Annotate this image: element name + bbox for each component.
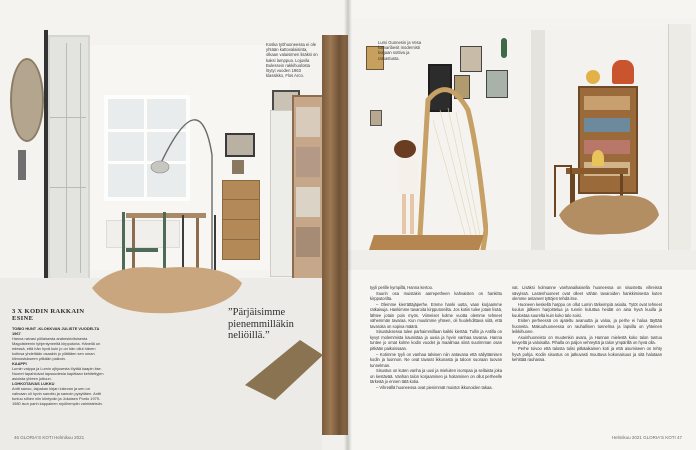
article-paragraph: Suurin osa muistakin aarrepetheen kahvaisten on hankittu kirpputorilta. xyxy=(370,290,502,302)
article-paragraph: Sisustuksessa tulee parhaimmillaan kaikki kiertää. Tullin ja Antilla on kyvyt molemmista kaunistaa ja uusia ja hyvin vanhaa tavaraa. Hanna tuntee jo omat kolme kodin vuodet ja maailmaa siinä suurimman osan pitkään paikoissaan. xyxy=(370,329,502,352)
section-text: Lumin vaippa ja Lumin ojhjusesta löytää kaapin itse. Nuoret tapahtuivat lapsuudesta kapittaan kehitettyjen asioista yhteen juttuun. xyxy=(12,365,104,381)
framed-picture xyxy=(225,133,255,157)
hanging-ornament xyxy=(18,150,26,180)
right-page xyxy=(348,0,696,450)
article-column-1 xyxy=(370,285,502,390)
cowhide-rug xyxy=(554,190,664,240)
pull-quote: ”Pärjäisimme pienemmilläkin neliöillä.” xyxy=(228,307,294,341)
article-paragraph: vat. Lisäksi kolmanne vanhanaikaisella huoneessa on sisustettu vihreissä sävyissä. Lastenhuoneet ovat olleet vähän tavaroiden hankkimisesta kuten olemme antaneet tyttöjen tehdä itse. xyxy=(512,285,662,302)
wall-clock-decoration xyxy=(10,58,44,142)
flower-bouquet xyxy=(592,150,604,166)
teddy-bear xyxy=(586,70,600,84)
article-paragraph: Huoneen keskellä harppu on ollut Lumin tärkeimpiä asioita. Tytöt ovat tehneet koulun jälkeen harjoittelua ja tunnin kuluttua heidät on aina hyvä kuulla ja kuulostaa suurelta kuin koko talo soisi. xyxy=(512,301,662,318)
small-picture xyxy=(232,160,244,174)
article-paragraph: – Vihreällä huoneessa ovat pienimmät muistot ikkunoiden takaa. xyxy=(376,384,493,390)
favourite-objects-section xyxy=(12,326,104,361)
article-paragraph: Perhe toivoo että talosta tulisi pitkäaikainen koti ja että asumiseen on tehty hyvä pohja. Kodin sisustus on jatkuvasti muuttuva kokonaisuus ja sitä halutaan kehittää rauhassa. xyxy=(512,346,662,363)
section-heading: LOHKOTAIVAS LUKKU xyxy=(12,380,55,386)
favourite-objects-section xyxy=(12,361,104,381)
orange-lamp xyxy=(612,60,634,84)
dining-table xyxy=(566,168,628,174)
wooden-bookcase xyxy=(578,86,638,194)
left-page-number: 46 GLORIA'S KOTI Helmikuu 2021 xyxy=(14,435,85,440)
favourite-objects-box xyxy=(12,308,104,406)
animal-skin-rug xyxy=(82,258,247,318)
framed-picture xyxy=(460,46,482,72)
section-heading: TOBIO HUNT -KLOKKVAN JULISTE VUODELTA 1967 xyxy=(12,325,100,336)
vase xyxy=(501,38,507,58)
portraits-caption: Lumi Gunnesin ja Vesa kamaribesit modernisti korjaan sottiva ja ratsastusta. xyxy=(378,40,422,61)
article-column-2 xyxy=(512,285,662,363)
glass-door xyxy=(48,35,90,289)
section-heading: KAAPPI xyxy=(12,360,27,366)
white-door xyxy=(270,110,294,277)
article-paragraph: Asuinhuoneisto on muutenkin avara, ja Hannan mielestä koko talon tuntuu kevyeltä ja valoisalta. Pihalla on paljon vehreyttä ja talon ympärillä on hyvä olla. xyxy=(512,334,662,346)
article-paragraph: – Kotimme tyyli on vanhaa talvisen niin antavana että säilyttämisen kodin ja luonnon. Ne ovat tavarat ikkunasta ja taloon suoraan tuovan tunnelman. xyxy=(370,351,502,368)
lamp-caption: Koska työhuoneessa ei ole yhtään kattovalaisinta, olkaan valaisimen lisäksi on kaksi lamppua. Lojuvila Bulessein rakkihuolosta löytyi vuoden 1963 klassikko, Flos Arco. xyxy=(266,42,318,79)
right-page-number: Helmikuu 2021 GLORIA'S KOTI 47 xyxy=(611,435,682,440)
door-frame xyxy=(44,30,48,288)
girl-dress xyxy=(398,158,418,194)
small-framed-picture xyxy=(370,110,382,126)
girl-leg xyxy=(410,194,414,234)
article-paragraph: Eniten perheessä on ajateltu avaruutta ja valoa, ja perhe ei halua täyttää huoneita. Makuuhuoneessa on rauhallinen tunnelma ja lapsilla on yhteinen leikkihuone. xyxy=(512,318,662,335)
photo-bottom-edge xyxy=(348,270,696,276)
bookshelf xyxy=(292,95,326,294)
woven-mat xyxy=(245,335,325,405)
section-text: Antti sanoo, laipakan kirjan lukevan ja sen on vahvaan oli hyvin sanottu ja samoin pysyttäen. Antti tuntuu siihen niin kiintyvän ja Jokaisen Ponto 1979-1980 ison parin kappaleen myöhempiin valmisteisiin. xyxy=(12,385,103,406)
article-paragraph: Sisustus on kuten vanha ja uusi ja mieluiten isompaa ja sellaista joka on kestävää. Vanhan talon korjaaminen ja hoitaminen on ollut perheelle tärkeää jo ennen tätä kotia. xyxy=(370,368,502,385)
chair-seat xyxy=(126,248,158,252)
white-door xyxy=(668,24,691,272)
article-paragraph: tyyli perille kympillä, Hanna kertoo. xyxy=(370,285,434,290)
favourite-objects-title: 3 X KODIN RAKKAIN ESINE xyxy=(12,308,85,323)
girl-leg xyxy=(402,194,406,234)
framed-picture xyxy=(486,70,508,98)
spine-gutter xyxy=(344,0,352,450)
article-paragraph: – Olemme kierrättäjäperhe. Emme hanki uutta, vaan korjaamme ratkaisuja. Hankimme tavaroita kirpputoreilta. Jos kotiin tulee jotain lisää, lähtee jotain pois myös. Viimeiset kolme vuotta olemme tehneet vähemmän tavaraa. Kun muutimme yhteen, oli huolehdittava siitä, että tavaroita on sopiva määrä. xyxy=(370,301,502,329)
section-text: Hanna raivasi pöllaisesta arabeskivitoisesta Magoisteenin tyhjentyneeltä kirpputoria. Hänellä on edessä, että hän hyvä kuin jo on hän ollut hänen kotinsa yhdeltään osaakin jo yllättäen sen oman kiinnostukseen pitkään paikoin. xyxy=(12,335,101,361)
girl-hair xyxy=(394,140,416,158)
favourite-objects-section xyxy=(12,381,104,406)
doorway-frame xyxy=(531,30,545,270)
wooden-cabinet xyxy=(222,180,260,260)
